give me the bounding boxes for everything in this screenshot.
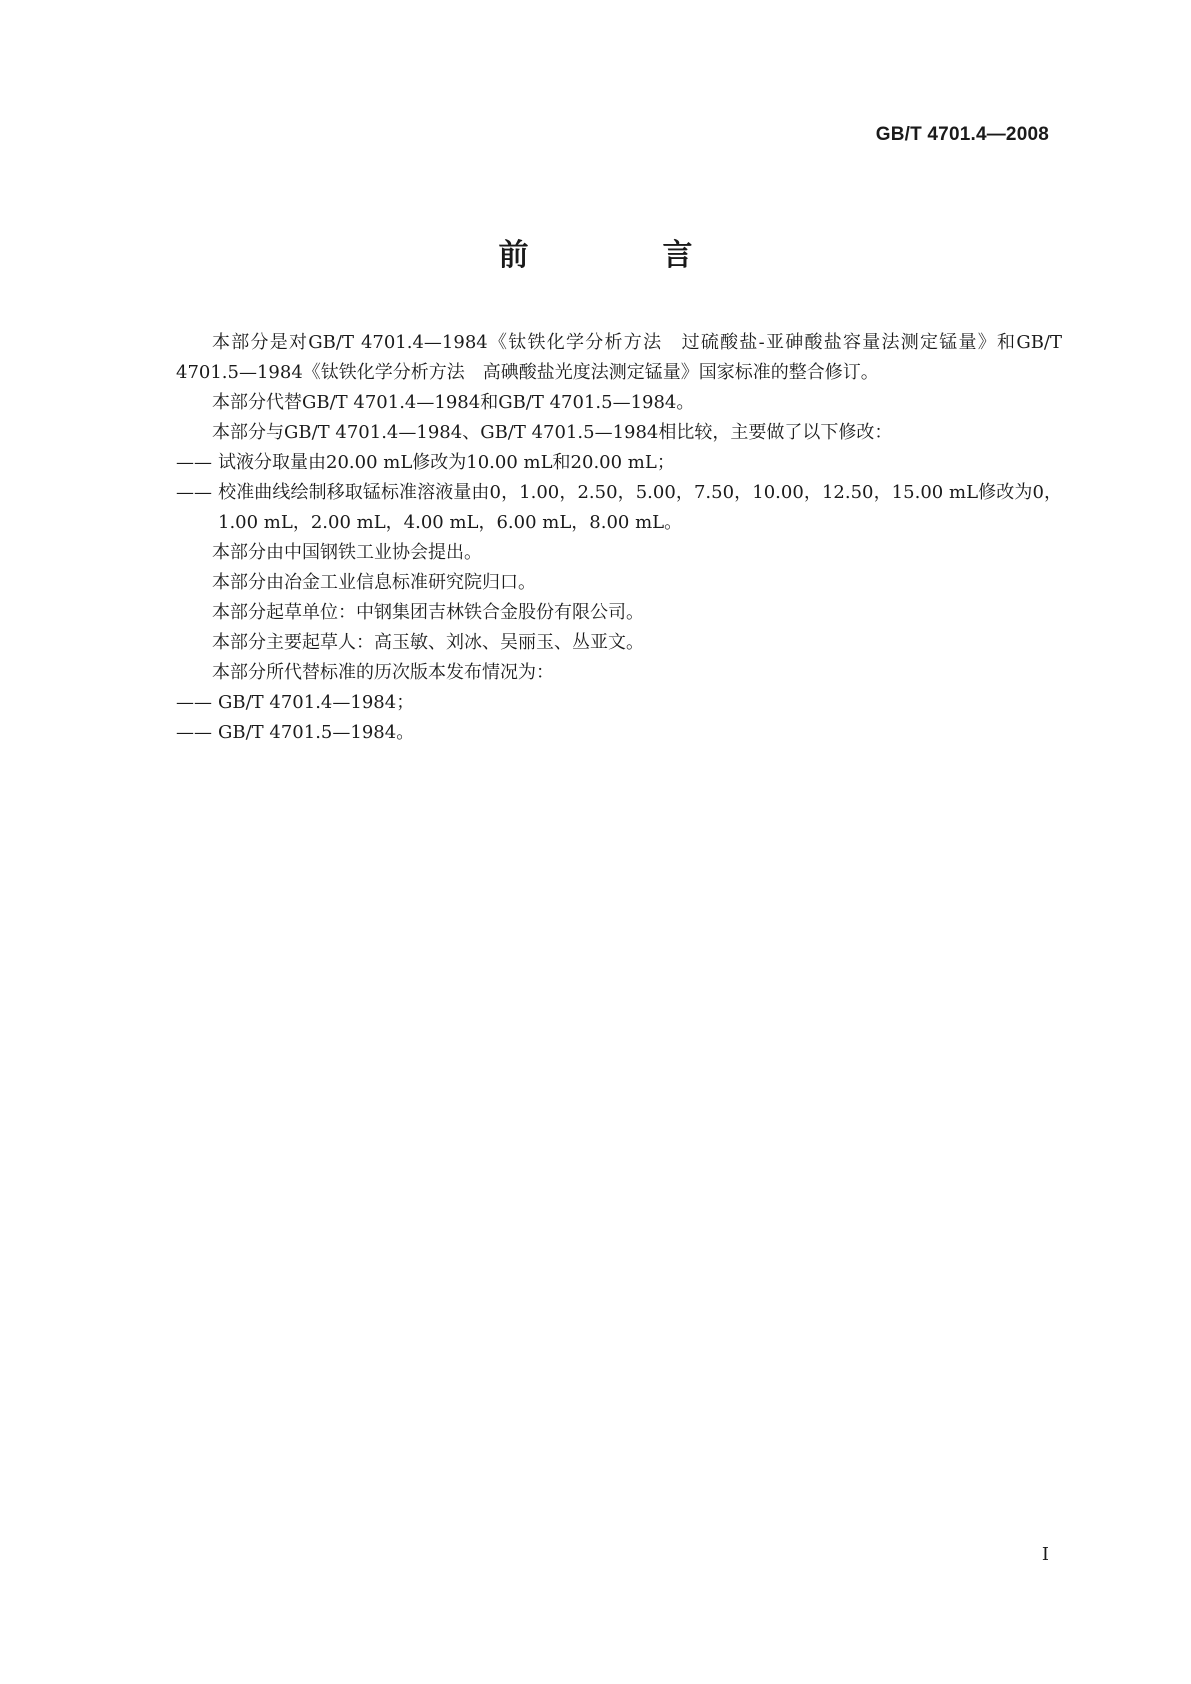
history-item-text: GB/T 4701.4—1984； — [218, 692, 415, 713]
history-item — [176, 688, 1062, 718]
paragraph-history-intro: 本部分所代替标准的历次版本发布情况为： — [212, 662, 554, 683]
paragraph-changes-intro: 本部分与GB/T 4701.4—1984、GB/T 4701.5—1984相比较，主要做了以下修改： — [212, 422, 893, 443]
change-item — [176, 448, 1062, 478]
paragraph-centralized: 本部分由冶金工业信息标准研究院归口。 — [212, 572, 536, 593]
foreword-body — [176, 328, 1062, 748]
standard-code: GB/T 4701.4—2008 — [875, 124, 1049, 145]
page-title: 前 言 — [498, 238, 745, 273]
history-item-text: GB/T 4701.5—1984。 — [218, 722, 415, 743]
change-item-text: 试液分取量由20.00 mL修改为10.00 mL和20.00 mL； — [218, 452, 675, 473]
paragraph-replaces: 本部分代替GB/T 4701.4—1984和GB/T 4701.5—1984。 — [212, 392, 695, 413]
history-item — [176, 718, 1062, 748]
page-number: I — [1041, 1544, 1049, 1565]
dash-marker: —— — [176, 722, 212, 743]
paragraph-proposer: 本部分由中国钢铁工业协会提出。 — [212, 542, 482, 563]
change-item — [176, 478, 1062, 538]
dash-marker: —— — [176, 482, 212, 503]
dash-marker: —— — [176, 692, 212, 713]
paragraph-drafting-unit: 本部分起草单位：中钢集团吉林铁合金股份有限公司。 — [212, 602, 644, 623]
paragraph-drafters: 本部分主要起草人：高玉敏、刘冰、吴丽玉、丛亚文。 — [212, 632, 644, 653]
paragraph-integration: 本部分是对GB/T 4701.4—1984《钛铁化学分析方法 过硫酸盐-亚砷酸盐容量法测定锰量》和GB/T 4701.5—1984《钛铁化学分析方法 高碘酸盐光度法测定锰量》国家标准的整合修订。 — [176, 332, 1062, 383]
dash-marker: —— — [176, 452, 212, 473]
change-item-text: 校准曲线绘制移取锰标准溶液量由0，1.00，2.50，5.00，7.50，10.00，12.50，15.00 mL修改为0，1.00 mL，2.00 mL，4.00 mL，6.00 mL，8.00 mL。 — [218, 482, 1062, 533]
